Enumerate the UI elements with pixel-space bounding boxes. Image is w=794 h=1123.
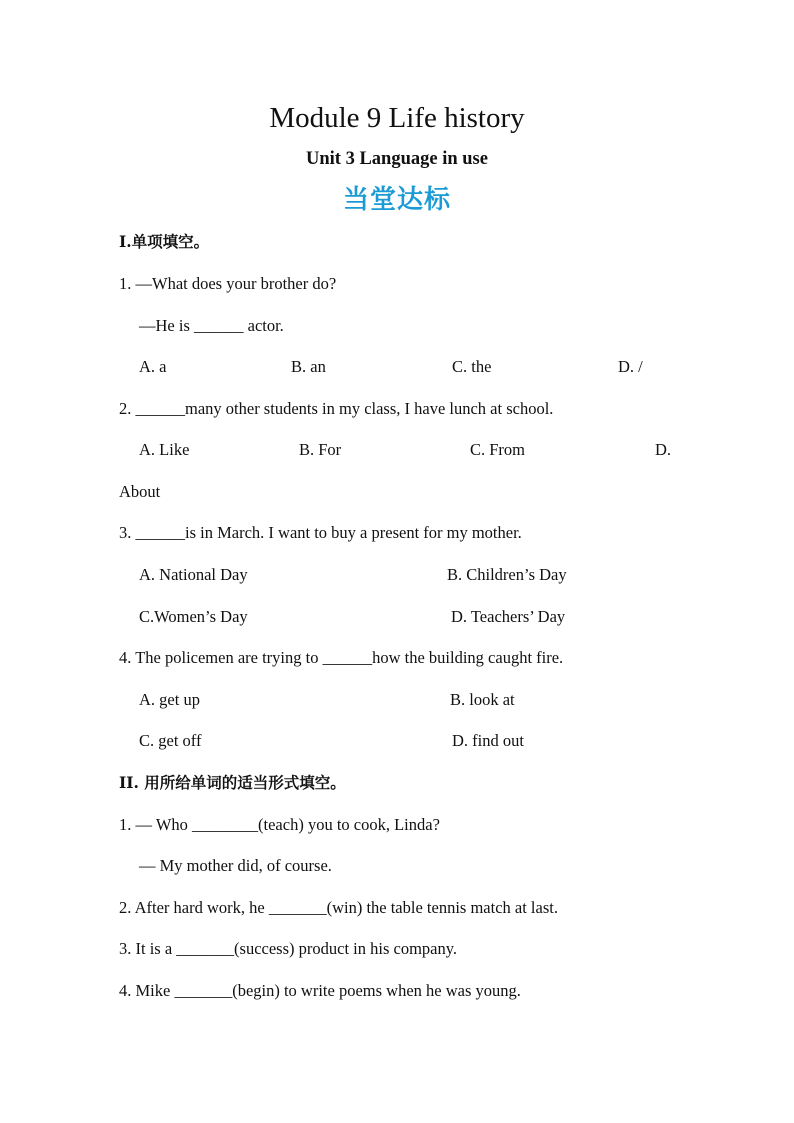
question-1-answer-line: —He is ______ actor. <box>139 316 284 335</box>
q4-option-c: C. get off <box>139 731 202 750</box>
section-2-heading: II. 用所给单词的适当形式填空。 <box>119 773 346 792</box>
q4-option-d: D. find out <box>452 731 524 750</box>
question-2-stem: 2. ______many other students in my class, I have lunch at school. <box>119 399 554 418</box>
q4-option-a: A. get up <box>139 690 200 709</box>
q1-option-b: B. an <box>291 357 326 376</box>
q4-option-b: B. look at <box>450 690 515 709</box>
q3-option-c: C.Women’s Day <box>139 607 248 626</box>
unit-subtitle: Unit 3 Language in use <box>306 149 488 169</box>
section-1-heading: I.单项填空。 <box>119 232 210 251</box>
fill-question-1-reply: — My mother did, of course. <box>139 856 332 875</box>
question-3-stem: 3. ______is in March. I want to buy a present for my mother. <box>119 523 522 542</box>
fill-question-4-stem: 4. Mike _______(begin) to write poems when he was young. <box>119 981 521 1000</box>
fill-question-3-stem: 3. It is a _______(success) product in his company. <box>119 939 458 958</box>
q2-option-a: A. Like <box>139 440 190 459</box>
q3-option-d: D. Teachers’ Day <box>451 607 566 626</box>
page-title: Module 9 Life history <box>269 102 525 134</box>
q1-option-c: C. the <box>452 357 492 376</box>
question-1-stem: 1. —What does your brother do? <box>119 274 337 293</box>
q3-option-a: A. National Day <box>139 565 248 584</box>
q2-option-d-wrap: About <box>119 482 161 501</box>
section-banner: 当堂达标 <box>342 185 451 215</box>
question-4-stem: 4. The policemen are trying to ______how the building caught fire. <box>119 648 564 667</box>
q2-option-b: B. For <box>299 440 342 459</box>
q1-option-d: D. / <box>618 357 643 376</box>
q1-option-a: A. a <box>139 357 167 376</box>
fill-question-2-stem: 2. After hard work, he _______(win) the table tennis match at last. <box>119 898 558 917</box>
q3-option-b: B. Children’s Day <box>447 565 567 584</box>
q2-option-c: C. From <box>470 440 526 459</box>
fill-question-1-stem: 1. — Who ________(teach) you to cook, Linda? <box>119 815 440 834</box>
q2-option-d: D. <box>655 440 672 459</box>
